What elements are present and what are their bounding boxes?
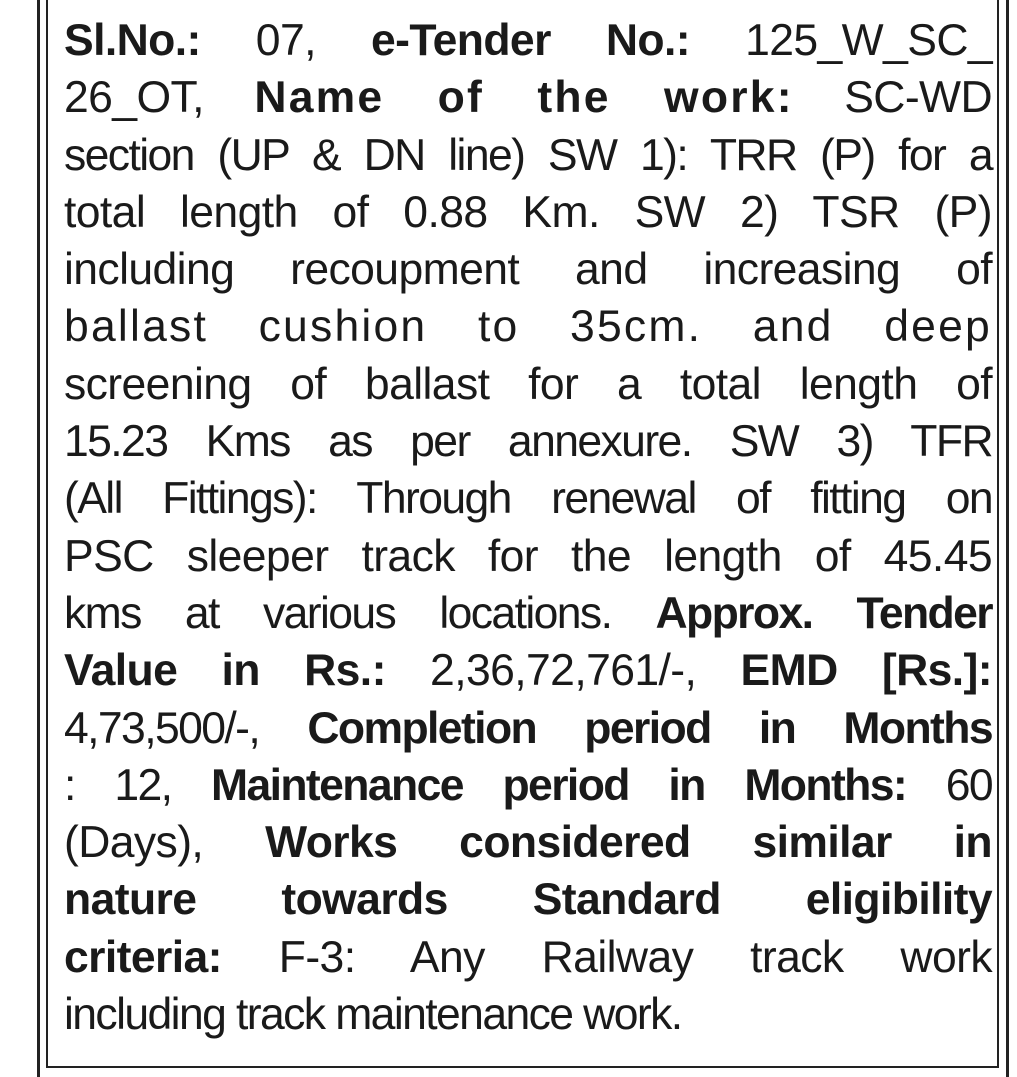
notice-line-16 [64, 871, 992, 928]
notice-line-13 [64, 700, 992, 757]
label-eligibility-criteria: criteria: [64, 932, 222, 982]
notice-line-8 [64, 413, 992, 470]
label-maintenance-period: Maintenance period in Months: [210, 760, 907, 810]
label-approx-tender-value-cont: Value in Rs.: [64, 646, 386, 696]
value-completion-period: : 12, [64, 760, 211, 810]
notice-line-7 [64, 356, 992, 413]
work-text: total length of 0.88 Km. SW 2) TSR (P) [64, 187, 992, 237]
work-text: screening of ballast for a total length of [64, 359, 992, 409]
value-maintenance-unit: (Days), [64, 818, 266, 868]
value-eligibility-criteria: F-3: Any Railway track work [221, 932, 992, 982]
notice-line-12 [64, 642, 992, 699]
tender-notice-text [64, 12, 992, 1043]
value-e-tender-no-part1: 125_W_SC_ [690, 16, 992, 65]
work-text: ballast cushion to 35cm. and deep [64, 302, 992, 352]
label-sl-no: Sl.No.: [64, 16, 201, 65]
label-e-tender-no: e-Tender No.: [370, 16, 690, 65]
notice-line-11 [64, 585, 992, 642]
value-emd: 4,73,500/-, [64, 703, 308, 753]
notice-line-9 [64, 470, 992, 527]
work-text: SC-WD [793, 73, 992, 123]
label-similar-works: Works considered similar in [265, 818, 993, 868]
label-emd: EMD [Rs.]: [740, 646, 992, 696]
value-e-tender-no-part2: 26_OT, [64, 73, 255, 123]
label-completion-period: Completion period in Months [307, 703, 993, 753]
value-tender-value: 2,36,72,761/-, [385, 646, 741, 696]
notice-line-14 [64, 757, 992, 814]
work-text: section (UP & DN line) SW 1): TRR (P) for a [64, 130, 992, 180]
value-sl-no: 07, [200, 16, 371, 65]
label-name-of-work: Name of the work: [254, 73, 794, 123]
work-text: 15.23 Kms as per annexure. SW 3) TFR [64, 417, 992, 467]
notice-line-3 [64, 127, 992, 184]
notice-line-10 [64, 528, 992, 585]
work-text: (All Fittings): Through renewal of fitting on [64, 474, 992, 524]
notice-line-15 [64, 814, 992, 871]
value-eligibility-criteria-cont: including track maintenance work. [64, 990, 682, 1040]
work-text: including recoupment and increasing of [64, 245, 992, 295]
notice-line-5 [64, 241, 992, 298]
value-maintenance-period: 60 [906, 760, 993, 810]
notice-line-2 [64, 69, 992, 126]
work-text: kms at various locations. [64, 588, 656, 638]
notice-line-6 [64, 298, 992, 355]
notice-line-4 [64, 184, 992, 241]
label-approx-tender-value: Approx. Tender [655, 588, 992, 638]
notice-line-1 [64, 12, 992, 69]
work-text: PSC sleeper track for the length of 45.45 [64, 531, 992, 581]
label-similar-works-cont: nature towards Standard eligibility [64, 875, 992, 925]
notice-line-18 [64, 986, 992, 1043]
notice-line-17 [64, 929, 992, 986]
